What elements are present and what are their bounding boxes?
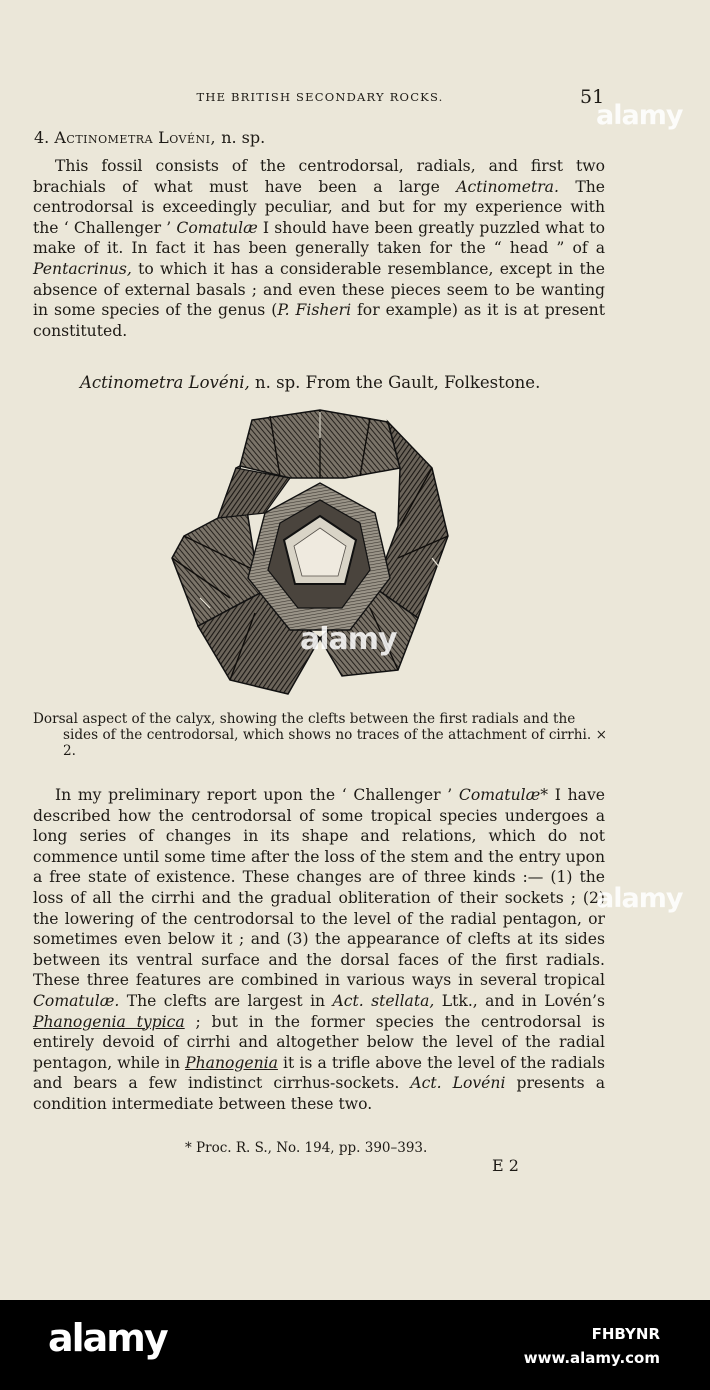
stock-id-block xyxy=(524,1322,660,1370)
italic-term: Phanogenia typica xyxy=(33,1012,185,1031)
page-number: 51 xyxy=(580,86,605,108)
section-number: 4. xyxy=(34,128,50,147)
italic-term: Comatulæ xyxy=(458,786,541,804)
text-run: The centrodorsal is exceedingly peculiar, and but for my experience with the ‘ Challenger ’ xyxy=(33,177,605,237)
watermark: alamy xyxy=(300,622,397,657)
stock-logo: alamy xyxy=(48,1316,167,1360)
italic-term: Pentacrinus, xyxy=(33,259,132,278)
figure-description-line: sides of the centrodorsal, which shows no traces of the attachment of cirrhi. × 2. xyxy=(63,727,607,759)
text-run: In my preliminary report upon the ‘ Challenger ’ xyxy=(55,786,459,804)
text-run: Ltk., and in Lovén’s xyxy=(434,991,605,1010)
figure-description xyxy=(33,711,607,759)
footnote: * Proc. R. S., No. 194, pp. 390–393. xyxy=(185,1140,428,1156)
text-run: it is a trifle above the level of the radials and bears a few indistinct cirrhus-sockets. xyxy=(33,1053,606,1093)
paragraph-text xyxy=(33,785,605,1115)
watermark: alamy xyxy=(596,100,683,131)
italic-term: Comatulæ. xyxy=(33,991,120,1010)
section-heading xyxy=(34,128,265,147)
text-run: The clefts are largest in xyxy=(119,991,333,1010)
text-run: This fossil consists of the centrodorsal, radials, and first two brachials of what must have been a large xyxy=(33,157,605,196)
italic-term: Actinometra. xyxy=(456,177,559,196)
italic-term: Act. stellata, xyxy=(332,991,435,1010)
text-run: presents a condition intermediate between these two. xyxy=(33,1074,606,1113)
text-run: I should have been greatly puzzled what to make of it. In fact it has been generally taken for the “ head ” of a xyxy=(33,218,605,258)
paragraph-description xyxy=(33,156,605,341)
italic-term: P. Fisheri xyxy=(277,301,352,320)
watermark: alamy xyxy=(596,883,683,914)
italic-term: Phanogenia xyxy=(185,1053,278,1072)
paragraph-comparison xyxy=(33,785,605,1115)
section-species: Lovéni, xyxy=(158,128,217,147)
stock-image-id: FHBYNR xyxy=(591,1325,660,1343)
section-genus: Actinometra xyxy=(54,128,154,147)
figure-title xyxy=(80,373,540,392)
signature-mark: E 2 xyxy=(492,1156,519,1175)
figure-description-line: Dorsal aspect of the calyx, showing the clefts between the first radials and the xyxy=(33,711,576,727)
figure-source: n. sp. From the Gault, Folkestone. xyxy=(255,373,541,392)
running-title: THE BRITISH SECONDARY ROCKS. xyxy=(196,90,444,104)
text-run: ; but in the former species the centrodorsal is entirely devoid of cirrhi and altogether below the level of the radial pentagon, while in xyxy=(33,1012,605,1072)
section-suffix: n. sp. xyxy=(221,128,266,147)
italic-term: Comatulæ xyxy=(176,218,258,237)
figure-species-name: Actinometra Lovéni, xyxy=(80,373,250,392)
stock-site-url: www.alamy.com xyxy=(523,1349,660,1367)
text-run: for example) as it is at present constituted. xyxy=(33,301,605,340)
text-run: * I have described how the centrodorsal of some tropical species undergoes a long series of changes in its shape and relations, which do not commence until some time after the loss of the stem and the entry upon a free state of existence. These changes are of three kinds :— (1) the loss of all the cirrhi and the gradual obliteration of their sockets ; (2) the lowering of the centrodorsal to the level of the radial pentagon, or sometimes even below it ; and (3) the appearance of clefts at its sides between its ventral surface and the dorsal faces of the first radials. These three features are combined in various ways in several tropical xyxy=(33,786,606,990)
paragraph-text xyxy=(33,156,605,341)
text-run: to which it has a considerable resemblance, except in the absence of external basals ; and even these pieces seem to be wanting in some species of the genus ( xyxy=(33,259,605,320)
italic-term: Act. Lovéni xyxy=(410,1074,506,1093)
